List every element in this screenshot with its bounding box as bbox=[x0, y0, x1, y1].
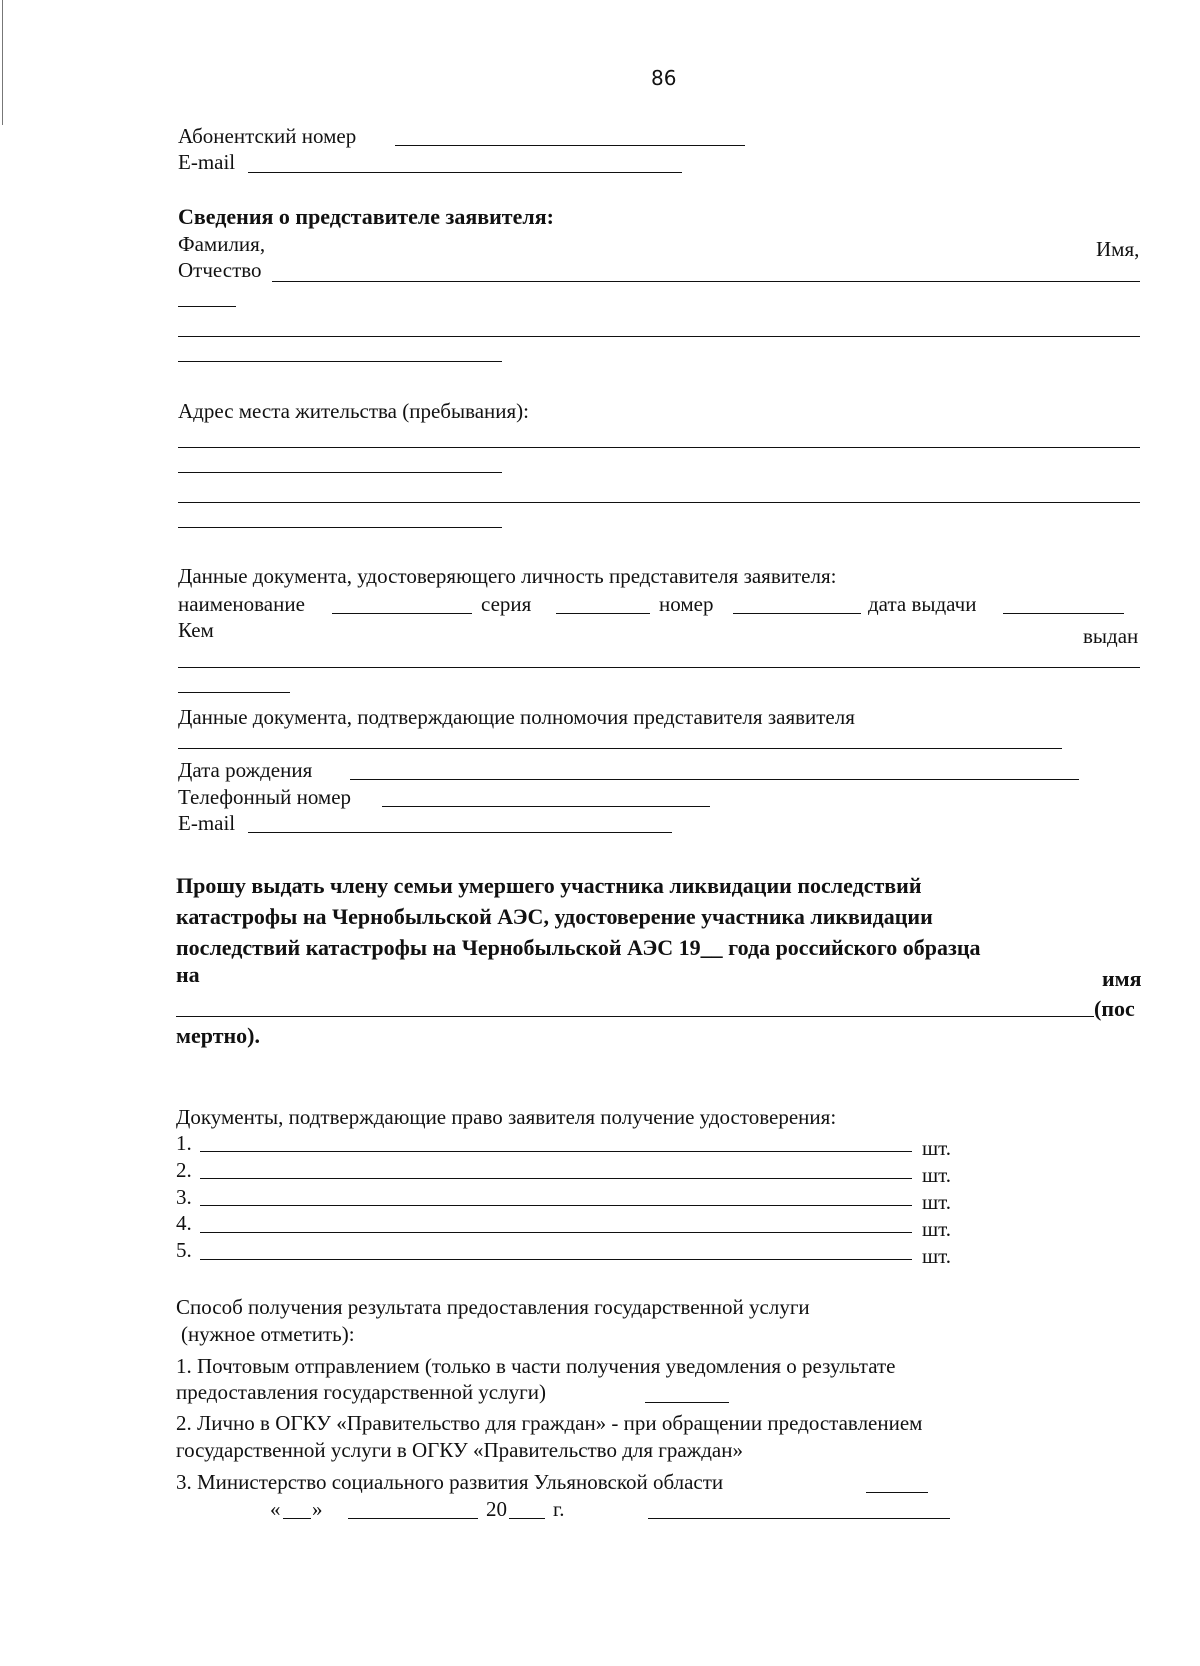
request-imya: имя bbox=[1102, 966, 1142, 991]
address-field-line-4[interactable] bbox=[178, 527, 502, 528]
address-label: Адрес места жительства (пребывания): bbox=[178, 399, 530, 423]
scan-edge bbox=[2, 0, 3, 125]
email-label: E-mail bbox=[178, 811, 236, 835]
subscriber-number-label: Абонентский номер bbox=[178, 124, 357, 148]
delivery-option-2-cont: государственной услуги в ОГКУ «Правительство для граждан» bbox=[176, 1438, 743, 1462]
delivery-option-1: 1. Почтовым отправлением (только в части получения уведомления о результате bbox=[176, 1354, 896, 1378]
id-doc-name-label: наименование bbox=[178, 592, 305, 616]
request-pos: (пос bbox=[1094, 996, 1135, 1021]
address-field-line-2[interactable] bbox=[178, 472, 502, 473]
delivery-option-3: 3. Министерство социального развития Ульяновской области bbox=[176, 1470, 724, 1494]
request-line-6: мертно). bbox=[176, 1023, 261, 1048]
document-item-unit: шт. bbox=[922, 1136, 952, 1160]
full-name-field-line-3[interactable] bbox=[178, 361, 502, 362]
delivery-option-2: 2. Лично в ОГКУ «Правительство для граждан» - при обращении предоставлением bbox=[176, 1411, 923, 1435]
subscriber-email-field[interactable] bbox=[248, 172, 682, 173]
document-item-num: 3. bbox=[176, 1185, 192, 1209]
phone-label: Телефонный номер bbox=[178, 785, 352, 809]
subscriber-email-label: E-mail bbox=[178, 150, 236, 174]
date-close-quote: » bbox=[312, 1497, 323, 1521]
document-item-field[interactable] bbox=[200, 1178, 912, 1179]
representative-heading: Сведения о представителе заявителя: bbox=[178, 204, 554, 229]
full-name-field-line-2[interactable] bbox=[178, 336, 1140, 337]
document-item-num: 2. bbox=[176, 1158, 192, 1182]
subscriber-number-field[interactable] bbox=[395, 145, 745, 146]
patronymic-label: Отчество bbox=[178, 258, 262, 282]
document-item-unit: шт. bbox=[922, 1190, 952, 1214]
issued-label: выдан bbox=[1083, 624, 1139, 648]
request-line-3: последствий катастрофы на Чернобыльской АЭС 19__ года российского образца bbox=[176, 935, 981, 960]
birth-date-label: Дата рождения bbox=[178, 758, 313, 782]
id-doc-date-label: дата выдачи bbox=[868, 592, 977, 616]
full-name-field[interactable] bbox=[272, 281, 1140, 282]
id-doc-number-field[interactable] bbox=[733, 613, 861, 614]
document-item-unit: шт. bbox=[922, 1163, 952, 1187]
surname-label: Фамилия, bbox=[178, 232, 266, 256]
request-line-1: Прошу выдать члену семьи умершего участника ликвидации последствий bbox=[176, 873, 922, 898]
document-item-field[interactable] bbox=[200, 1259, 912, 1260]
email-field[interactable] bbox=[248, 832, 672, 833]
document-item-field[interactable] bbox=[200, 1151, 912, 1152]
document-item-field[interactable] bbox=[200, 1205, 912, 1206]
date-year-field[interactable] bbox=[509, 1518, 545, 1519]
date-open-quote: « bbox=[270, 1497, 281, 1521]
id-doc-name-field[interactable] bbox=[332, 613, 472, 614]
id-doc-series-label: серия bbox=[481, 592, 532, 616]
address-field-line-1[interactable] bbox=[178, 447, 1140, 448]
delivery-hint: (нужное отметить): bbox=[181, 1322, 355, 1346]
documents-heading: Документы, подтверждающие право заявителя получение удостоверения: bbox=[176, 1105, 837, 1129]
document-item-num: 1. bbox=[176, 1131, 192, 1155]
id-doc-label: Данные документа, удостоверяющего личность представителя заявителя: bbox=[178, 564, 837, 588]
name-label: Имя, bbox=[1096, 237, 1140, 261]
full-name-field-cont[interactable] bbox=[178, 306, 236, 307]
delivery-option-1-mark[interactable] bbox=[645, 1402, 729, 1403]
authority-doc-field[interactable] bbox=[178, 748, 1062, 749]
page-number: 86 bbox=[651, 66, 677, 90]
phone-field[interactable] bbox=[382, 806, 710, 807]
document-item-num: 5. bbox=[176, 1238, 192, 1262]
delivery-option-3-mark[interactable] bbox=[866, 1492, 928, 1493]
delivery-option-1-cont: предоставления государственной услуги) bbox=[176, 1380, 546, 1404]
delivery-heading: Способ получения результата предоставления государственной услуги bbox=[176, 1295, 810, 1319]
date-day-field[interactable] bbox=[283, 1518, 311, 1519]
date-year-suffix: г. bbox=[553, 1497, 565, 1521]
request-na: на bbox=[176, 962, 200, 987]
document-item-unit: шт. bbox=[922, 1217, 952, 1241]
authority-doc-label: Данные документа, подтверждающие полномочия представителя заявителя bbox=[178, 705, 855, 729]
deceased-name-field[interactable] bbox=[176, 1016, 1094, 1017]
id-doc-date-field[interactable] bbox=[1003, 613, 1124, 614]
id-doc-number-label: номер bbox=[659, 592, 714, 616]
document-item-field[interactable] bbox=[200, 1232, 912, 1233]
document-item-num: 4. bbox=[176, 1211, 192, 1235]
date-year-prefix: 20 bbox=[486, 1497, 507, 1521]
birth-date-field[interactable] bbox=[350, 779, 1079, 780]
signature-field[interactable] bbox=[648, 1518, 950, 1519]
issued-by-field[interactable] bbox=[178, 667, 1140, 668]
request-line-2: катастрофы на Чернобыльской АЭС, удостоверение участника ликвидации bbox=[176, 904, 933, 929]
id-doc-series-field[interactable] bbox=[556, 613, 650, 614]
address-field-line-3[interactable] bbox=[178, 502, 1140, 503]
issued-by-field-cont[interactable] bbox=[178, 692, 290, 693]
document-item-unit: шт. bbox=[922, 1244, 952, 1268]
issued-by-label: Кем bbox=[178, 618, 214, 642]
date-month-field[interactable] bbox=[348, 1518, 478, 1519]
